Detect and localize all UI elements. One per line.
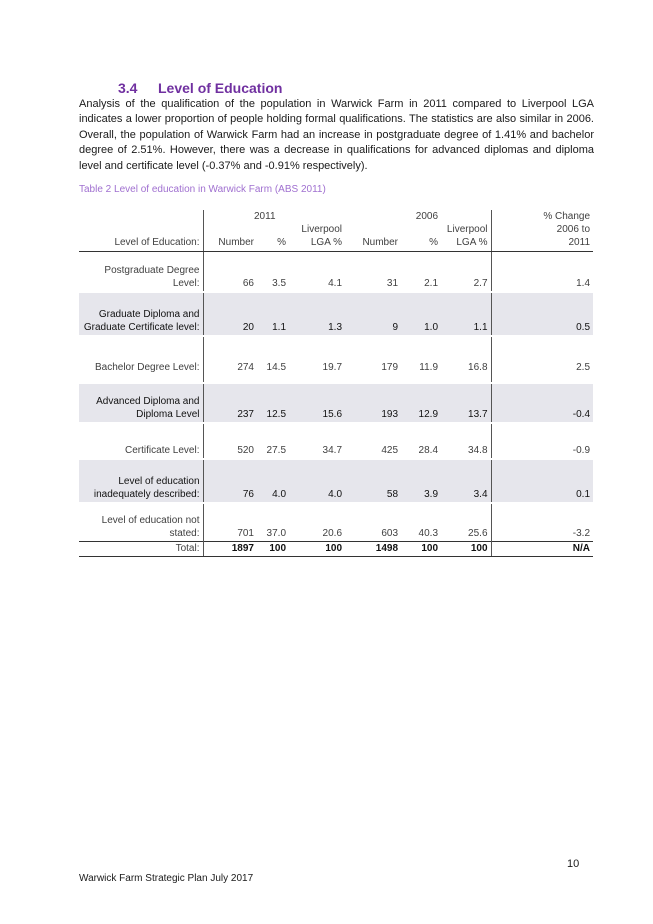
spacer-row xyxy=(79,336,593,346)
total-row xyxy=(79,541,593,556)
table-row xyxy=(79,459,593,503)
total-cell: N/A xyxy=(491,541,593,556)
section-heading xyxy=(118,80,282,96)
total-cell: 1498 xyxy=(345,541,401,556)
cell: 2.7 xyxy=(473,278,488,290)
cell: 2.1 xyxy=(424,278,439,290)
spacer-row xyxy=(79,375,593,383)
column-header: LGA % xyxy=(441,236,491,251)
cell: 0.1 xyxy=(491,459,593,503)
cell: 13.7 xyxy=(441,383,491,423)
table-row xyxy=(79,444,593,459)
header-change: % Change xyxy=(491,210,593,223)
column-header: % xyxy=(257,236,289,251)
cell: 12.5 xyxy=(257,383,289,423)
header-liverpool-2006: Liverpool xyxy=(446,224,488,236)
education-table xyxy=(79,210,593,557)
cell: 1.3 xyxy=(289,292,345,336)
header-2011: 2011 xyxy=(203,210,289,223)
cell: -0.4 xyxy=(491,383,593,423)
cell: 20 xyxy=(203,292,257,336)
cell: 9 xyxy=(345,292,401,336)
cell: 4.1 xyxy=(328,278,343,290)
cell: 179 xyxy=(381,362,399,374)
cell: 12.9 xyxy=(401,383,441,423)
cell: 31 xyxy=(386,278,399,290)
cell: 274 xyxy=(203,346,257,375)
page-number: 10 xyxy=(567,858,580,870)
cell: 20.6 xyxy=(322,528,343,540)
column-header: % xyxy=(401,236,441,251)
cell: 34.8 xyxy=(468,445,488,457)
cell: 14.5 xyxy=(266,362,287,374)
header-change-range: 2006 to xyxy=(491,223,593,236)
cell: 520 xyxy=(203,444,257,459)
spacer-row xyxy=(79,423,593,444)
total-cell: 100 xyxy=(441,541,491,556)
table-row xyxy=(79,261,593,292)
cell: 701 xyxy=(203,513,257,542)
cell: 4.0 xyxy=(289,459,345,503)
header-row-sub xyxy=(79,223,593,236)
total-label: Total: xyxy=(79,541,203,556)
cell: 25.6 xyxy=(468,528,488,540)
cell: -0.9 xyxy=(491,444,593,459)
section-title: Level of Education xyxy=(158,80,283,96)
row-label: Graduate Diploma and Graduate Certificate level: xyxy=(79,292,203,336)
row-label: Level of education inadequately described: xyxy=(79,459,203,503)
cell: 3.4 xyxy=(441,459,491,503)
cell: 34.7 xyxy=(322,445,343,457)
cell: 66 xyxy=(203,261,257,292)
cell: 1.1 xyxy=(257,292,289,336)
cell: 27.5 xyxy=(266,445,287,457)
total-cell: 100 xyxy=(401,541,441,556)
cell: 2.5 xyxy=(491,346,593,375)
column-header: Number xyxy=(203,236,257,251)
footer-text: Warwick Farm Strategic Plan July 2017 xyxy=(79,873,254,884)
cell: 3.9 xyxy=(401,459,441,503)
table-row xyxy=(79,292,593,336)
cell: 37.0 xyxy=(266,528,287,540)
row-label: Postgraduate Degree Level: xyxy=(104,265,200,290)
cell: 603 xyxy=(381,528,399,540)
table-row xyxy=(79,513,593,542)
spacer-row xyxy=(79,503,593,513)
total-cell: 100 xyxy=(257,541,289,556)
cell: 3.5 xyxy=(272,278,287,290)
total-cell: 1897 xyxy=(203,541,257,556)
column-header: 2011 xyxy=(491,236,593,251)
cell: 4.0 xyxy=(257,459,289,503)
cell: 16.8 xyxy=(468,362,488,374)
column-header: Level of Education: xyxy=(79,236,203,251)
cell: 425 xyxy=(381,445,399,457)
row-label: Level of education not stated: xyxy=(101,515,200,540)
table-row xyxy=(79,383,593,423)
cell: 1.1 xyxy=(441,292,491,336)
cell: 0.5 xyxy=(491,292,593,336)
cell: 1.4 xyxy=(491,261,593,292)
cell: 28.4 xyxy=(418,445,439,457)
row-label: Bachelor Degree Level: xyxy=(94,362,200,374)
cell: 11.9 xyxy=(419,362,439,374)
cell: 193 xyxy=(345,383,401,423)
header-2006: 2006 xyxy=(415,211,439,222)
header-row-columns xyxy=(79,236,593,251)
table-row xyxy=(79,346,593,375)
cell: -3.2 xyxy=(491,513,593,542)
column-header: Number xyxy=(345,236,401,251)
cell: 1.0 xyxy=(401,292,441,336)
section-number: 3.4 xyxy=(118,80,138,96)
table-caption: Table 2 Level of education in Warwick Farm (ABS 2011) xyxy=(79,184,326,195)
total-cell: 100 xyxy=(289,541,345,556)
header-row-years xyxy=(79,210,593,223)
column-header: LGA % xyxy=(289,236,345,251)
spacer-row xyxy=(79,251,593,261)
row-label: Advanced Diploma and Diploma Level xyxy=(79,383,203,423)
cell: 19.7 xyxy=(322,362,343,374)
cell: 237 xyxy=(203,383,257,423)
header-liverpool-2011: Liverpool xyxy=(301,224,343,236)
cell: 58 xyxy=(345,459,401,503)
body-paragraph: Analysis of the qualification of the population in Warwick Farm in 2011 compared to Liverpool LGA indicates a lower proportion of people holding formal qualifications. The statistics are also similar in 2006. Overall, the population of Warwick Farm had an increase in postgraduate degree of 1.41% and bachelor degree of 2.51%. However, there was a decrease in qualifications for advanced diplomas and diploma level and certificate level (-0.37% and -0.91% respectively). xyxy=(79,98,594,172)
row-label: Certificate Level: xyxy=(125,445,200,457)
cell: 15.6 xyxy=(289,383,345,423)
cell: 76 xyxy=(203,459,257,503)
cell: 40.3 xyxy=(418,528,439,540)
